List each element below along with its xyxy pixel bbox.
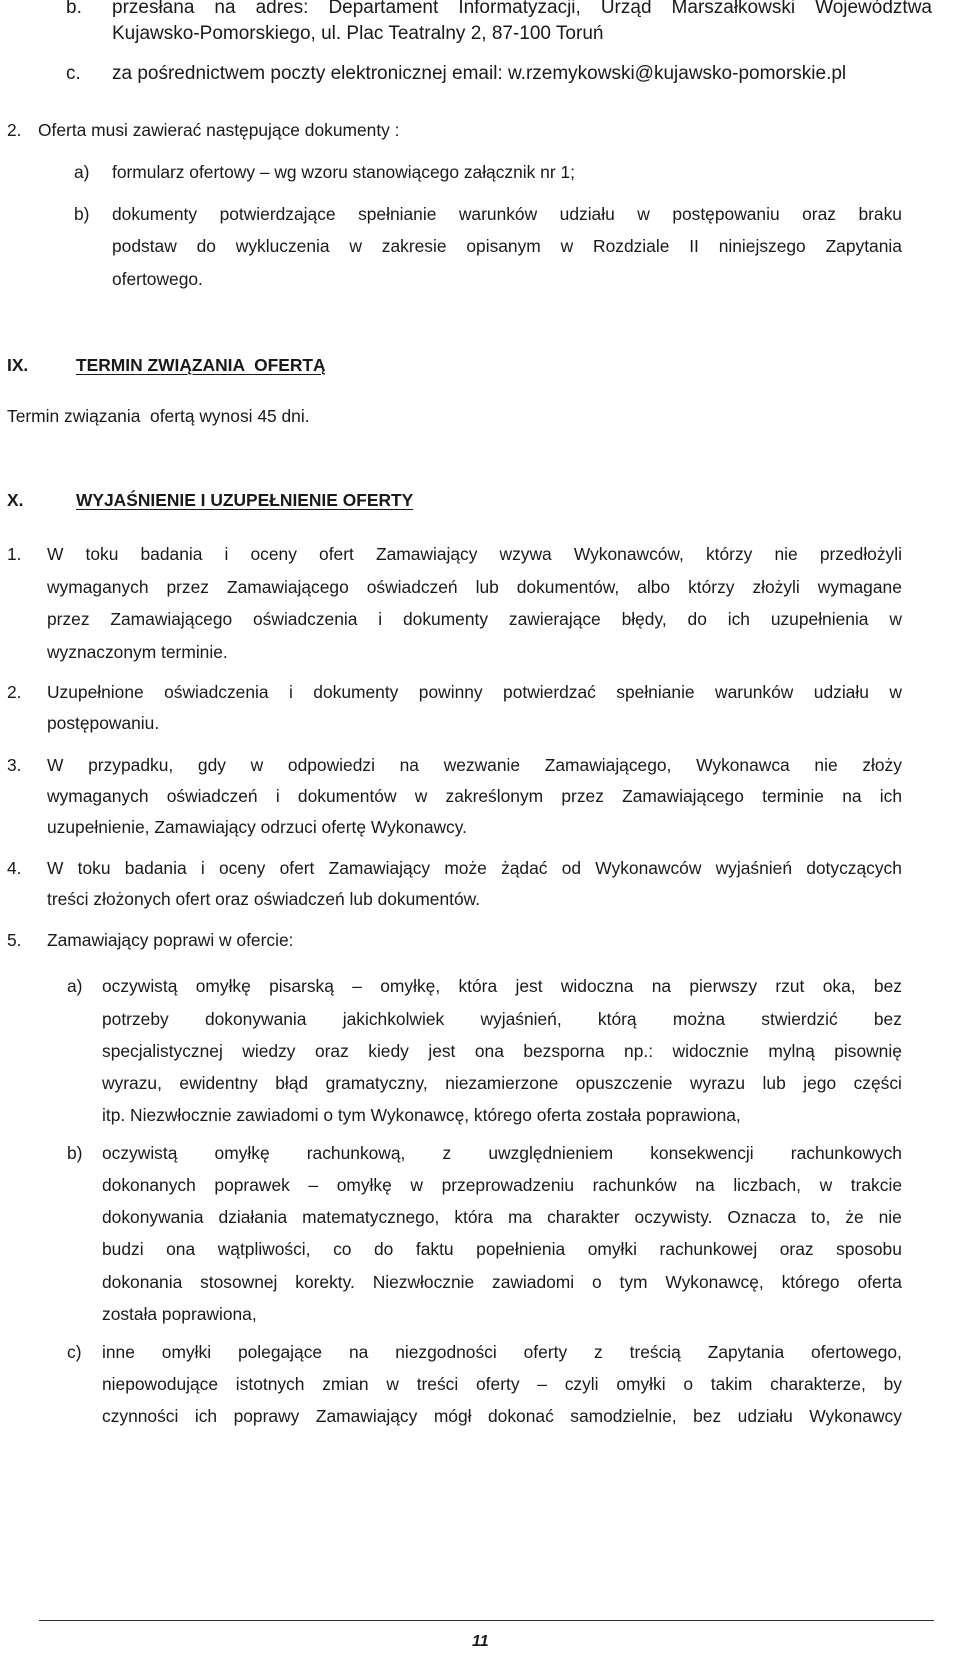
list-number-5: 5. [7,930,22,950]
sub-5a-line-3 [102,1041,902,1062]
word: oczywistą [102,976,178,996]
sub-5b-line-4 [102,1239,902,1260]
word: Wykonawców [595,858,702,878]
word: zawiadomi [492,1272,575,1292]
section-ix-body: Termin związania ofertą wynosi 45 dni. [7,406,310,426]
word: gdy [197,755,226,775]
para-1-line-3 [47,609,902,630]
word: pierwszy [689,976,758,996]
item-2-text: Oferta musi zawierać następujące dokumenty : [38,120,400,140]
word: toku [77,858,111,878]
word: ich [879,786,902,806]
word: potrzeby [102,1009,169,1029]
sub-5b-line-2 [102,1175,902,1196]
word: i [288,682,293,702]
word: Wykonawcy [809,1406,902,1426]
word: ich [194,1406,218,1426]
word: powinny [418,682,483,702]
word: podstaw [112,236,177,256]
word: liczbach, [733,1175,801,1195]
word: treści [416,1374,459,1394]
word: można [672,1009,726,1029]
word: omyłkę [195,976,251,996]
word: dokonać [488,1406,554,1426]
word: oceny [250,544,297,564]
word: treścią [629,1342,681,1362]
word: w [889,609,902,629]
sub-5b-line-5 [102,1272,902,1293]
word: potwierdzające [219,204,336,224]
word: oraz [314,1041,349,1061]
word: wyjaśnień, [480,1009,562,1029]
word: do [196,236,216,256]
word: do [687,609,707,629]
word: oferta [857,1272,902,1292]
word: poprawek [214,1175,290,1195]
word: Uzupełnione [47,682,144,702]
word: terminie [762,786,824,806]
para-3-line-1 [47,755,902,776]
word: do [374,1239,394,1259]
word: W [47,858,64,878]
list-number-4: 4. [7,858,22,878]
word: nie [774,544,798,564]
sub-b-line-2 [112,236,902,257]
list-number-3: 3. [7,755,22,775]
word: Zamawiającego, [544,755,672,775]
word: mylną [768,1041,815,1061]
word: jego [803,1073,837,1093]
word: omyłkę, [380,976,441,996]
word: Zapytania [707,1342,785,1362]
word: bezsporna [523,1041,605,1061]
para-1-line-2 [47,577,902,598]
sub-marker-b: b) [74,204,90,224]
word: sposobu [836,1239,902,1259]
word: dokonania [102,1272,183,1292]
word: uwzględnieniem [488,1143,614,1163]
section-title-ix: TERMIN ZWIĄZANIA OFERTĄ [76,355,326,375]
word: oświadczenia [253,609,358,629]
word: np.: [624,1041,654,1061]
word: czyli [564,1374,599,1394]
section-number-ix: IX. [7,355,29,375]
word: oraz [802,204,836,224]
word: pisownię [834,1041,902,1061]
word: niniejszego [718,236,806,256]
word: oferty [476,1374,520,1394]
word: udziału [813,682,869,702]
word: lub [475,577,499,597]
word: którzy [688,577,735,597]
word: przypadku, [88,755,174,775]
word: gramatyczny, [325,1073,428,1093]
word: w [250,755,264,775]
word: warunków [458,204,538,224]
word: dokumentów, [516,577,620,597]
word: na [842,786,862,806]
word: stwierdzić [761,1009,838,1029]
word: oświadczeń [366,577,458,597]
word: z [442,1143,452,1163]
word: to, [811,1207,831,1227]
list-number-2: 2. [7,120,22,140]
word: w [637,204,650,224]
word: popełnienia [476,1239,566,1259]
footer-divider [39,1620,934,1621]
word: Zamawiający [375,544,478,564]
word: ich [727,609,750,629]
sub-5c-line-2 [102,1374,902,1395]
word: ofertowego, [811,1342,902,1362]
word: charakterze, [770,1374,866,1394]
sub-5b-line-3 [102,1207,902,1228]
word: odpowiedzi [287,755,375,775]
word: tym [619,1272,648,1292]
para-3-line-2 [47,786,902,807]
word: ma [507,1207,533,1227]
para-5-line-1: Zamawiający poprawi w ofercie: [47,930,294,950]
word: wątpliwości, [217,1239,311,1259]
word: nie [814,755,838,775]
word: i [200,858,205,878]
word: wyrazu, [102,1073,162,1093]
word: że [845,1207,864,1227]
sub-b-line-1 [112,204,902,225]
word: Departament [328,0,439,18]
sub-marker-5a: a) [67,976,83,996]
word: i [275,786,280,806]
word: zakresie [381,236,447,256]
word: W [47,544,64,564]
word: jakichkolwiek [342,1009,445,1029]
list-marker-b: b. [66,0,82,18]
word: Wykonawca [696,755,790,775]
sub-marker-5c: c) [67,1342,82,1362]
word: ona [474,1041,504,1061]
word: kiedy [368,1041,409,1061]
word: uzupełnienia [770,609,869,629]
word: potwierdzać [503,682,596,702]
word: budzi [102,1239,144,1259]
word: na [399,755,419,775]
word: oka, [822,976,856,996]
word: wymaganych [47,786,149,806]
word: Zapytania [825,236,902,256]
list-marker-c: c. [66,63,81,84]
word: która [458,976,498,996]
word: niezamierzone [445,1073,559,1093]
word: błąd [275,1073,309,1093]
word: zakreślonym [445,786,544,806]
word: działania [218,1207,288,1227]
word: przeprowadzeniu [441,1175,575,1195]
section-number-x: X. [7,490,24,510]
word: Rozdziale [593,236,670,256]
word: samodzielnie, [570,1406,677,1426]
word: wykluczenia [235,236,330,256]
word: przedłożyli [819,544,902,564]
word: Zamawiającego [110,609,233,629]
word: którzy [705,544,753,564]
word: oceny [218,858,266,878]
para-1-line-4: wyznaczonym terminie. [47,642,228,662]
word: złoży [862,755,902,775]
word: matematycznego, [302,1207,440,1227]
section-title-x: WYJAŚNIENIE I UZUPEŁNIENIE OFERTY [76,490,414,510]
word: błędy, [621,609,667,629]
word: zawierające [508,609,601,629]
sub-5c-line-1 [102,1342,902,1363]
word: lub [762,1073,786,1093]
sub-a-text: formularz ofertowy – wg wzoru stanowiącego załącznik nr 1; [112,162,575,182]
word: wymaganych [47,577,149,597]
word: dokumenty [402,609,489,629]
word: II [689,236,699,256]
word: wiedzy [242,1041,296,1061]
sub-5a-line-1 [102,976,902,997]
word: rachunkową, [306,1143,406,1163]
word: dokumenty [112,204,198,224]
word: w [560,236,574,256]
word: nie [878,1207,902,1227]
word: żądać [501,858,548,878]
word: Zamawiającego [226,577,349,597]
sub-5a-line-5: itp. Niezwłocznie zawiadomi o tym Wykonawcę, którego oferta została poprawiona, [102,1105,741,1125]
word: albo [637,577,671,597]
word: dokumentów [297,786,397,806]
list-number-1: 1. [7,544,22,564]
word: badania [140,544,203,564]
word: omyłki [616,1374,666,1394]
word: bez [873,1009,902,1029]
item-c-line-1: za pośrednictwem poczty elektronicznej email: w.rzemykowski@kujawsko-pomorskie.pl [112,63,847,84]
sub-b-line-3: ofertowego. [112,269,203,289]
word: Urząd [600,0,652,18]
word: na [651,976,672,996]
word: jest [515,976,543,996]
word: poprawy [233,1406,300,1426]
word: Marszałkowski [671,0,796,18]
item-b-line-2: Kujawsko-Pomorskiego, ul. Plac Teatralny 2, 87-100 Toruń [112,23,604,44]
word: oczywistą [102,1143,178,1163]
word: w [410,1175,423,1195]
word: na [214,0,236,18]
word: w [386,1374,399,1394]
word: charakter [547,1207,620,1227]
word: która [454,1207,493,1227]
sub-5b-line-1 [102,1143,902,1164]
word: Wykonawców, [573,544,684,564]
word: takim [710,1374,753,1394]
word: wyjaśnień [715,858,792,878]
word: Wykonawcę, [665,1272,764,1292]
word: omyłki [587,1239,637,1259]
word: rachunkowej [659,1239,758,1259]
sub-5a-line-4 [102,1073,902,1094]
word: istotnych [235,1374,305,1394]
word: wzywa [499,544,552,564]
word: na [695,1175,715,1195]
word: którego [781,1272,840,1292]
sub-5c-line-3 [102,1406,902,1427]
word: zmian [322,1374,369,1394]
para-2-line-2: postępowaniu. [47,713,160,733]
word: widocznie [672,1041,749,1061]
word: faktu [415,1239,454,1259]
word: korekty. [295,1272,355,1292]
para-3-line-3: uzupełnienie, Zamawiający odrzuci ofertę Wykonawcy. [47,817,467,837]
word: oferty [523,1342,568,1362]
word: złożyli [752,577,800,597]
word: części [853,1073,902,1093]
word: o [591,1272,602,1292]
word: mógł [433,1406,472,1426]
word: czynności [102,1406,179,1426]
word: braku [858,204,902,224]
word: widoczna [560,976,634,996]
word: oświadczenia [164,682,269,702]
word: bez [873,976,902,996]
word: oraz [779,1239,814,1259]
word: wezwanie [443,755,521,775]
sub-marker-5b: b) [67,1143,83,1163]
word: badania [124,858,187,878]
word: w [889,682,902,702]
word: – [308,1175,319,1195]
word: opuszczenie [575,1073,673,1093]
word: W [47,755,64,775]
word: Niezwłocznie [372,1272,475,1292]
word: polegające [237,1342,323,1362]
word: stosownej [200,1272,278,1292]
word: omyłki [161,1342,212,1362]
word: konsekwencji [650,1143,754,1163]
sub-5b-line-6: została poprawiona, [102,1304,257,1324]
word: – [537,1374,547,1394]
word: ofert [319,544,354,564]
word: którą [597,1009,637,1029]
word: i [378,609,383,629]
word: w [349,236,362,256]
para-2-line-1 [47,682,902,703]
word: oświadczeń [166,786,258,806]
list-number-2b: 2. [7,682,22,702]
word: specjalistycznej [102,1041,223,1061]
word: spełnianie [358,204,437,224]
word: niepowodujące [102,1374,219,1394]
word: Zamawiającego [622,786,744,806]
word: i [224,544,229,564]
word: – [352,976,362,996]
para-4-line-2: treści złożonych ofert oraz oświadczeń lub dokumentów. [47,889,481,909]
word: trakcie [850,1175,902,1195]
word: inne [102,1342,135,1362]
word: rzut [775,976,805,996]
word: przez [561,786,604,806]
word: przez [47,609,90,629]
word: wyrazu [689,1073,746,1093]
word: dokumenty [313,682,399,702]
word: Zamawiający [328,858,431,878]
word: udziału [559,204,615,224]
word: by [883,1374,902,1394]
page-number: 11 [472,1633,489,1650]
sub-5a-line-2 [102,1009,902,1030]
para-4-line-1 [47,858,902,879]
word: Województwa [815,0,932,18]
word: udziału [737,1406,793,1426]
word: wymagane [817,577,902,597]
word: pisarską [269,976,334,996]
word: Informatyzacji, [458,0,581,18]
word: z [594,1342,603,1362]
word: dokonywania [102,1207,204,1227]
word: Zamawiający [315,1406,418,1426]
word: o [683,1374,694,1394]
word: od [561,858,582,878]
item-b-line-1 [112,0,932,19]
word: przez [166,577,209,597]
word: ona [166,1239,196,1259]
word: jest [428,1041,456,1061]
para-1-line-1 [47,544,902,565]
word: Oznacza [727,1207,797,1227]
word: dotyczących [806,858,902,878]
word: niezgodności [395,1342,497,1362]
word: na [348,1342,369,1362]
word: przesłana [112,0,195,18]
word: rachunków [592,1175,677,1195]
sub-marker-a: a) [74,162,90,182]
word: ewidentny [179,1073,258,1093]
word: warunków [715,682,794,702]
word: ofert [279,858,315,878]
word: toku [85,544,119,564]
word: bez [693,1406,722,1426]
word: postępowaniu [672,204,780,224]
word: adres: [255,0,309,18]
word: w [819,1175,833,1195]
word: dokonywania [204,1009,307,1029]
word: może [444,858,487,878]
word: oczywisty. [634,1207,713,1227]
word: w [414,786,428,806]
word: co [333,1239,352,1259]
word: rachunkowych [790,1143,902,1163]
word: omyłkę [336,1175,392,1195]
word: spełnianie [616,682,695,702]
word: opisanym [466,236,541,256]
word: dokonanych [102,1175,196,1195]
word: omyłkę [214,1143,270,1163]
